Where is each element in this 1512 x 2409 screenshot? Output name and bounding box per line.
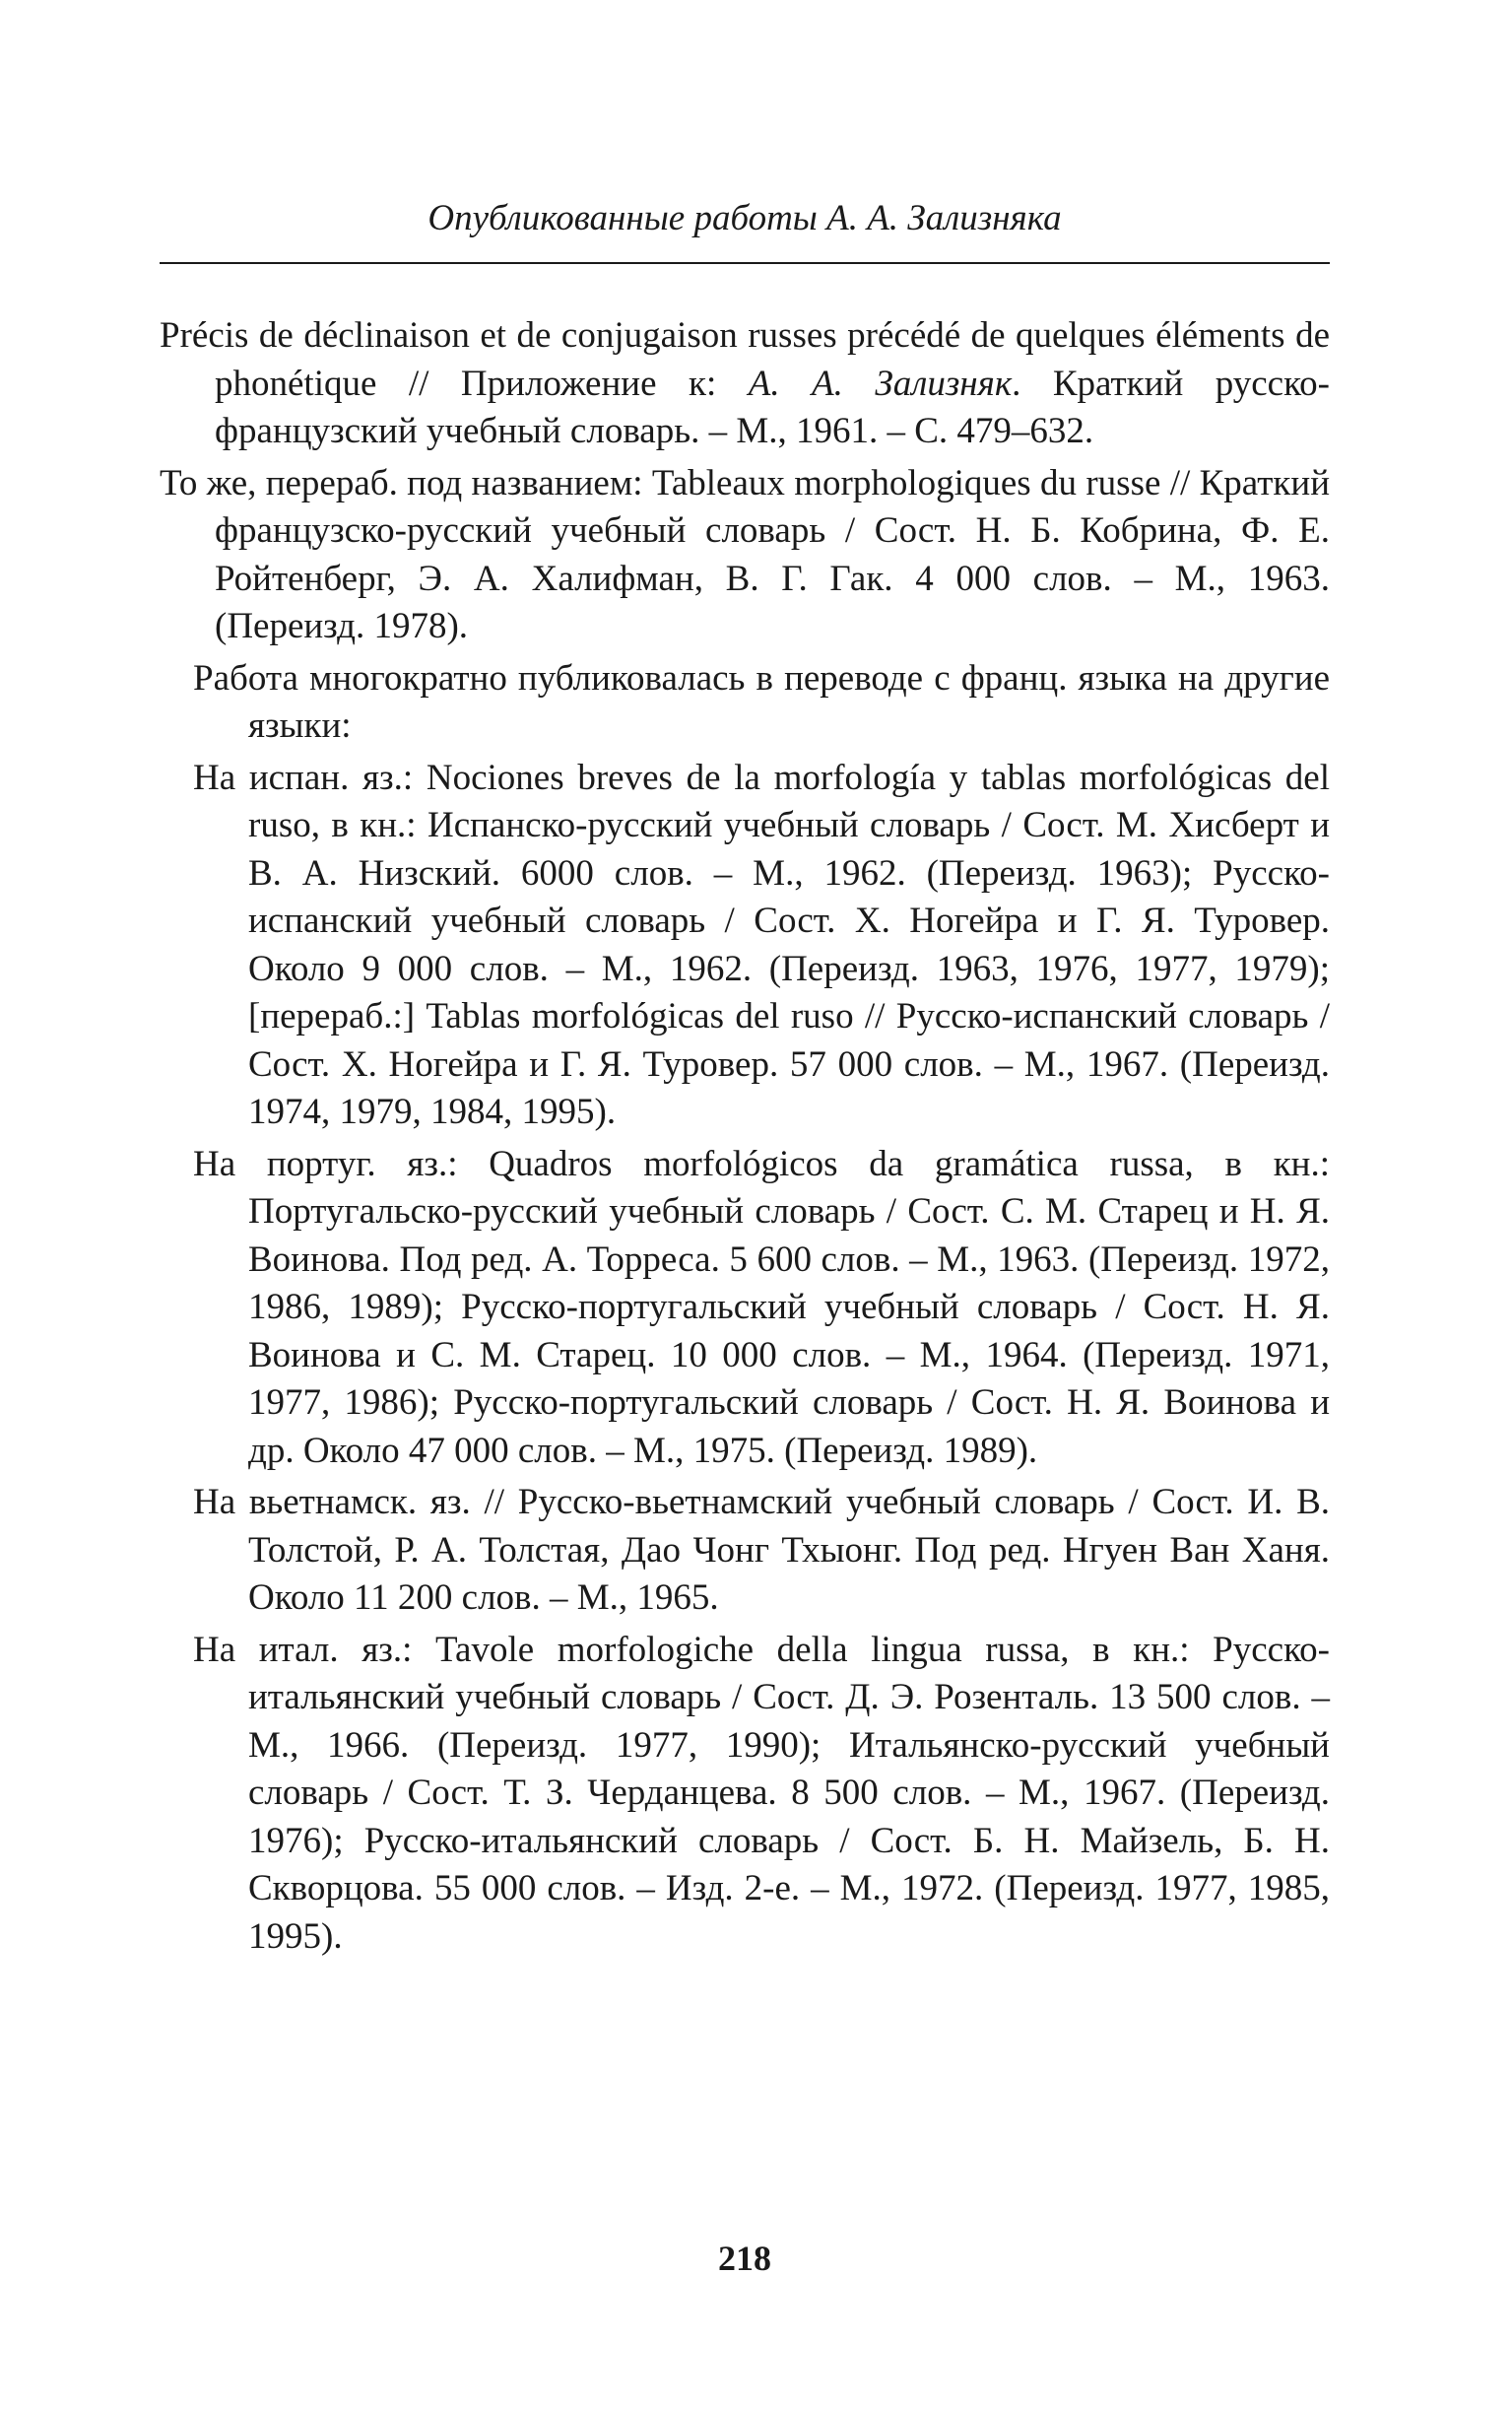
entry-text: . Краткий русско-французский учебный словарь. – М., 1961. – С. 479–632. bbox=[215, 363, 1330, 451]
bibliography-entry bbox=[160, 312, 1330, 456]
bibliography-subentry: На вьетнамск. яз. // Русско-вьетнамский учебный словарь / Сост. И. В. Толстой, Р. А. Толстая, Дао Чонг Тхыонг. Под ред. Нгуен Ван Ханя. Около 11 200 слов. – М., 1965. bbox=[193, 1482, 1330, 1618]
bibliography-subentry: На итал. яз.: Tavole morfologiche della lingua russa, в кн.: Русско-итальянский учебный словарь / Сост. Д. Э. Розенталь. 13 500 слов. – М., 1966. (Переизд. 1977, 1990); Итальянско-русский учебный словарь / Сост. Т. З. Черданцева. 8 500 слов. – М., 1967. (Переизд. 1976); Русско-итальянский словарь / Сост. Б. Н. Майзель, Б. Н. Скворцова. 55 000 слов. – Изд. 2-е. – М., 1972. (Переизд. 1977, 1985, 1995). bbox=[193, 1629, 1330, 1957]
bibliography-note: Работа многократно публиковалась в переводе с франц. языка на другие языки: bbox=[193, 657, 1330, 746]
header-divider bbox=[160, 262, 1330, 264]
bibliography-subentry: На португ. яз.: Quadros morfológicos da gramática russa, в кн.: Португальско-русский учебный словарь / Сост. С. М. Старец и Н. Я. Воинова. Под ред. А. Торреса. 5 600 слов. – М., 1963. (Переизд. 1972, 1986, 1989); Русско-португальский учебный словарь / Сост. Н. Я. Воинова и С. М. Старец. 10 000 слов. – М., 1964. (Переизд. 1971, 1977, 1986); Русско-португальский словарь / Сост. Н. Я. Воинова и др. Около 47 000 слов. – М., 1975. (Переизд. 1989). bbox=[193, 1143, 1330, 1471]
page-number: 218 bbox=[718, 2239, 771, 2278]
bibliography-entry: То же, перераб. под названием: Tableaux morphologiques du russe // Краткий французско-русский учебный словарь / Сост. Н. Б. Кобрина, Ф. Е. Ройтенберг, Э. А. Халифман, В. Г. Гак. 4 000 слов. – М., 1963. (Переизд. 1978). bbox=[160, 462, 1330, 646]
bibliography-list bbox=[160, 312, 1330, 1965]
running-header: Опубликованные работы А. А. Зализняка bbox=[427, 198, 1062, 238]
entry-text: Précis de déclinaison et de conjugaison russes précédé de quelques éléments de phonétique // Приложение к: bbox=[160, 315, 1330, 404]
bibliography-subentry: На испан. яз.: Nociones breves de la morfología y tablas morfológicas del ruso, в кн.: Испанско-русский учебный словарь / Сост. М. Хисберт и В. А. Низский. 6000 слов. – М., 1962. (Переизд. 1963); Русско-испанский учебный словарь / Сост. Х. Ногейра и Г. Я. Туровер. Около 9 000 слов. – М., 1962. (Переизд. 1963, 1976, 1977, 1979); [перераб.:] Tablas morfológicas del ruso // Русско-испанский словарь / Сост. Х. Ногейра и Г. Я. Туровер. 57 000 слов. – М., 1967. (Переизд. 1974, 1979, 1984, 1995). bbox=[193, 757, 1330, 1132]
entry-author: А. А. Зализняк bbox=[748, 363, 1013, 404]
